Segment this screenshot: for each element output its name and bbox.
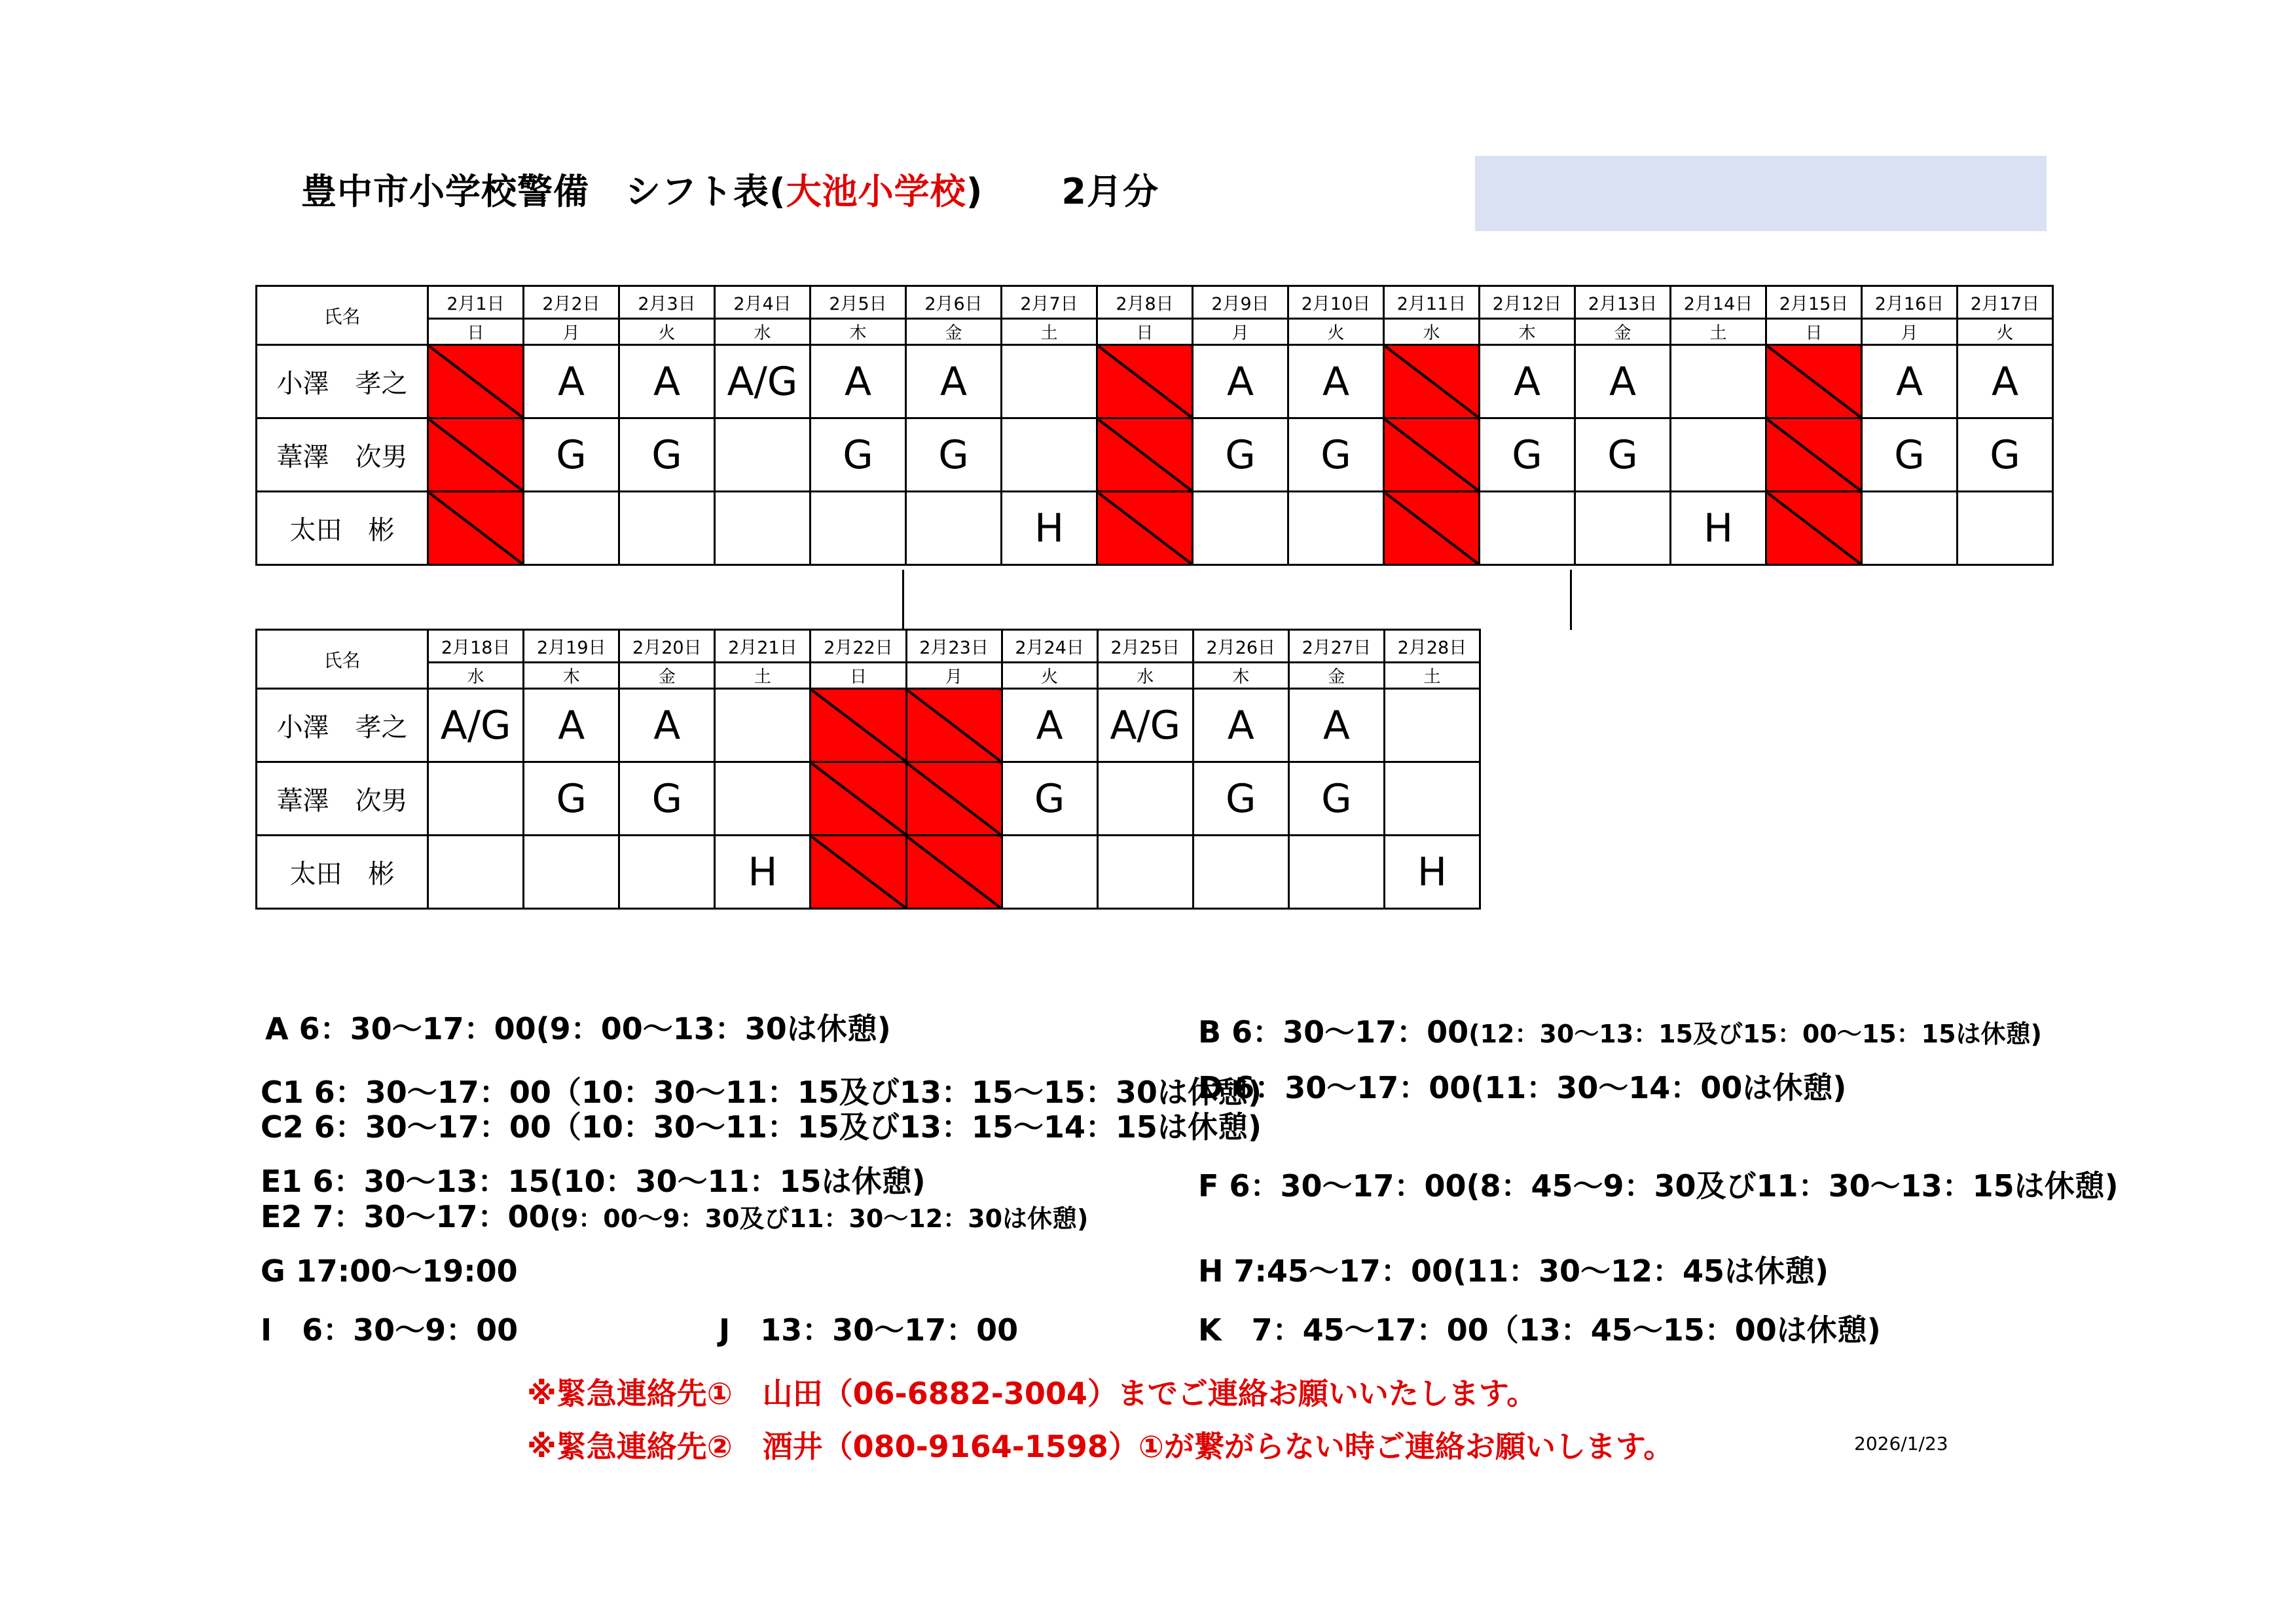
shift-cell [715, 492, 811, 565]
shift-cell: A [1862, 345, 1958, 418]
shift-cell: A [1002, 689, 1097, 762]
school-name: 大池小学校 [786, 171, 966, 212]
staff-name: 太田 彬 [257, 836, 428, 909]
day-off-cell [428, 492, 524, 565]
day-off-cell [1097, 345, 1193, 418]
date-header: 2月17日 [1958, 286, 2053, 319]
date-header: 2月11日 [1384, 286, 1480, 319]
shift-cell [619, 492, 715, 565]
weekday-header: 木 [524, 663, 619, 689]
date-header: 2月18日 [428, 630, 524, 663]
date-header: 2月22日 [811, 630, 906, 663]
date-header: 2月7日 [1002, 286, 1097, 319]
emergency-contact-1: ※緊急連絡先① 山田（06-6882-3004）までご連絡お願いいたします。 [527, 1376, 1537, 1411]
shift-cell [428, 762, 524, 836]
shift-cell [1671, 345, 1766, 418]
day-off-cell [1384, 492, 1480, 565]
weekday-header: 金 [619, 663, 715, 689]
shift-cell [524, 836, 619, 909]
legend-c2: C2 6：30～17：00（10：30～11：15及び13：15～14：15は休憩) [261, 1109, 1262, 1145]
day-off-cell [811, 689, 906, 762]
shift-cell [811, 492, 906, 565]
shift-cell: A [1958, 345, 2053, 418]
shift-cell [428, 836, 524, 909]
day-off-cell [1766, 418, 1862, 492]
legend-b [1198, 1008, 2042, 1052]
shift-cell [1002, 418, 1097, 492]
shift-cell: G [1288, 418, 1384, 492]
shift-cell: H [1384, 836, 1480, 909]
legend-j: J 13：30～17：00 [719, 1312, 1019, 1348]
day-off-cell [811, 762, 906, 836]
date-header: 2月27日 [1288, 630, 1384, 663]
shift-cell: G [524, 762, 619, 836]
date-header: 2月10日 [1288, 286, 1384, 319]
day-off-cell [1384, 418, 1480, 492]
shift-cell: A [524, 345, 619, 418]
legend-e2-note: (9：00～9：30及び11：30～12：30は休憩) [549, 1204, 1089, 1233]
date-header: 2月4日 [715, 286, 811, 319]
legend-e2-main: E2 7：30～17：00 [261, 1199, 550, 1234]
shift-cell: A [811, 345, 906, 418]
title-prefix: 豊中市小学校警備 シフト表( [301, 171, 786, 212]
name-header: 氏名 [257, 286, 428, 345]
legend-e1: E1 6：30～13：15(10：30～11：15は休憩) [261, 1164, 926, 1199]
day-off-cell [428, 418, 524, 492]
weekday-header: 土 [1671, 319, 1766, 345]
weekday-header: 木 [1480, 319, 1575, 345]
shift-cell [1193, 836, 1288, 909]
legend-i: I 6：30～9：00 [261, 1312, 519, 1348]
shift-cell: A [619, 689, 715, 762]
shift-cell [1575, 492, 1671, 565]
date-header: 2月16日 [1862, 286, 1958, 319]
day-off-cell [906, 836, 1002, 909]
weekday-header: 日 [1097, 319, 1193, 345]
table-divider-line [902, 570, 904, 630]
shift-cell [715, 689, 811, 762]
shift-cell: H [1671, 492, 1766, 565]
weekday-header: 月 [1862, 319, 1958, 345]
date-header: 2月25日 [1097, 630, 1193, 663]
shift-cell: A/G [1097, 689, 1193, 762]
weekday-header: 月 [1193, 319, 1288, 345]
emergency-contact-2: ※緊急連絡先② 酒井（080-9164-1598）①が繋がらない時ご連絡お願いします。 [527, 1429, 1674, 1464]
day-off-cell [906, 762, 1002, 836]
weekday-header: 水 [1384, 319, 1480, 345]
table-row [257, 492, 2053, 565]
shift-cell: A [1288, 345, 1384, 418]
staff-name: 小澤 孝之 [257, 689, 428, 762]
shift-cell [1002, 345, 1097, 418]
weekday-header: 火 [1002, 663, 1097, 689]
shift-cell: G [1862, 418, 1958, 492]
date-header: 2月5日 [811, 286, 906, 319]
shift-cell: G [524, 418, 619, 492]
weekday-header: 土 [1002, 319, 1097, 345]
legend-h: H 7:45～17：00(11：30～12：45は休憩) [1198, 1253, 1829, 1289]
shift-cell [1097, 762, 1193, 836]
shift-cell [1384, 762, 1480, 836]
shift-cell [524, 492, 619, 565]
shift-cell: G [1958, 418, 2053, 492]
shift-table-1 [255, 285, 2054, 566]
table-row [257, 418, 2053, 492]
shift-cell: H [1002, 492, 1097, 565]
weekday-header: 木 [1193, 663, 1288, 689]
shift-cell [1193, 492, 1288, 565]
date-header: 2月2日 [524, 286, 619, 319]
shift-cell [1097, 836, 1193, 909]
header-color-box [1475, 156, 2047, 231]
shift-cell [1862, 492, 1958, 565]
legend-f: F 6：30～17：00(8：45～9：30及び11：30～13：15は休憩) [1198, 1168, 2119, 1204]
shift-cell: G [1193, 762, 1288, 836]
shift-cell: G [1002, 762, 1097, 836]
date-header: 2月26日 [1193, 630, 1288, 663]
staff-name: 葦澤 次男 [257, 418, 428, 492]
shift-cell [1288, 492, 1384, 565]
table-row [257, 345, 2053, 418]
shift-cell [906, 492, 1002, 565]
day-off-cell [1384, 345, 1480, 418]
date-header: 2月24日 [1002, 630, 1097, 663]
staff-name: 葦澤 次男 [257, 762, 428, 836]
date-header: 2月13日 [1575, 286, 1671, 319]
table-row [257, 836, 1480, 909]
table-divider-line [1570, 570, 1572, 630]
shift-cell [1002, 836, 1097, 909]
weekday-header: 金 [1575, 319, 1671, 345]
day-off-cell [428, 345, 524, 418]
weekday-header: 水 [428, 663, 524, 689]
weekday-header: 金 [1288, 663, 1384, 689]
shift-cell: A [1288, 689, 1384, 762]
shift-cell [619, 836, 715, 909]
shift-cell: G [1288, 762, 1384, 836]
weekday-header: 土 [715, 663, 811, 689]
shift-cell [1480, 492, 1575, 565]
date-header: 2月15日 [1766, 286, 1862, 319]
legend-a: A 6：30～17：00(9：00～13：30は休憩) [265, 1011, 891, 1046]
title-suffix: ) [966, 171, 983, 212]
date-header: 2月21日 [715, 630, 811, 663]
document-date: 2026/1/23 [1854, 1433, 1948, 1454]
date-header: 2月8日 [1097, 286, 1193, 319]
shift-cell: H [715, 836, 811, 909]
date-header: 2月1日 [428, 286, 524, 319]
shift-table-2 [255, 629, 1481, 910]
day-off-cell [1766, 492, 1862, 565]
date-header: 2月6日 [906, 286, 1002, 319]
date-header: 2月23日 [906, 630, 1002, 663]
weekday-header: 日 [1766, 319, 1862, 345]
table-row [257, 689, 1480, 762]
weekday-header: 木 [811, 319, 906, 345]
legend-e2 [261, 1193, 1088, 1236]
shift-cell: A [619, 345, 715, 418]
month-label: 2月分 [1061, 171, 1159, 212]
shift-cell [1384, 689, 1480, 762]
weekday-header: 金 [906, 319, 1002, 345]
shift-cell: G [1575, 418, 1671, 492]
day-off-cell [1097, 492, 1193, 565]
shift-cell: A [1193, 689, 1288, 762]
date-header: 2月3日 [619, 286, 715, 319]
day-off-cell [1766, 345, 1862, 418]
shift-cell: G [1193, 418, 1288, 492]
shift-cell: G [811, 418, 906, 492]
shift-cell: G [906, 418, 1002, 492]
staff-name: 太田 彬 [257, 492, 428, 565]
shift-cell: A [1480, 345, 1575, 418]
legend-b-note: (12：30～13：15及び15：00～15：15は休憩) [1468, 1020, 2042, 1048]
date-header: 2月20日 [619, 630, 715, 663]
shift-cell: A/G [715, 345, 811, 418]
shift-cell [1958, 492, 2053, 565]
date-header: 2月12日 [1480, 286, 1575, 319]
shift-cell: A [906, 345, 1002, 418]
shift-cell [1288, 836, 1384, 909]
shift-cell: A/G [428, 689, 524, 762]
shift-cell: A [1193, 345, 1288, 418]
shift-cell: A [524, 689, 619, 762]
weekday-header: 日 [428, 319, 524, 345]
shift-cell: G [619, 762, 715, 836]
name-header: 氏名 [257, 630, 428, 689]
date-header: 2月19日 [524, 630, 619, 663]
weekday-header: 水 [1097, 663, 1193, 689]
weekday-header: 月 [906, 663, 1002, 689]
shift-cell: G [1480, 418, 1575, 492]
weekday-header: 火 [619, 319, 715, 345]
weekday-header: 土 [1384, 663, 1480, 689]
date-header: 2月14日 [1671, 286, 1766, 319]
shift-cell [1671, 418, 1766, 492]
legend-g: G 17:00～19:00 [261, 1253, 518, 1289]
day-off-cell [906, 689, 1002, 762]
legend-c1: C1 6：30～17：00（10：30～11：15及び13：15～15：30は休憩) [261, 1075, 1262, 1110]
shift-cell [715, 418, 811, 492]
legend-b-main: B 6：30～17：00 [1198, 1014, 1469, 1050]
day-off-cell [1097, 418, 1193, 492]
day-off-cell [811, 836, 906, 909]
date-header: 2月28日 [1384, 630, 1480, 663]
shift-cell: A [1575, 345, 1671, 418]
staff-name: 小澤 孝之 [257, 345, 428, 418]
weekday-header: 水 [715, 319, 811, 345]
weekday-header: 火 [1958, 319, 2053, 345]
weekday-header: 日 [811, 663, 906, 689]
weekday-header: 月 [524, 319, 619, 345]
legend-k: K 7：45～17：00（13：45～15：00は休憩) [1198, 1312, 1881, 1348]
legend-d: D 6：30～17：00(11：30～14：00は休憩) [1198, 1070, 1847, 1105]
date-header: 2月9日 [1193, 286, 1288, 319]
table-row [257, 762, 1480, 836]
shift-cell: G [619, 418, 715, 492]
shift-cell [715, 762, 811, 836]
weekday-header: 火 [1288, 319, 1384, 345]
page-title [301, 164, 1159, 214]
